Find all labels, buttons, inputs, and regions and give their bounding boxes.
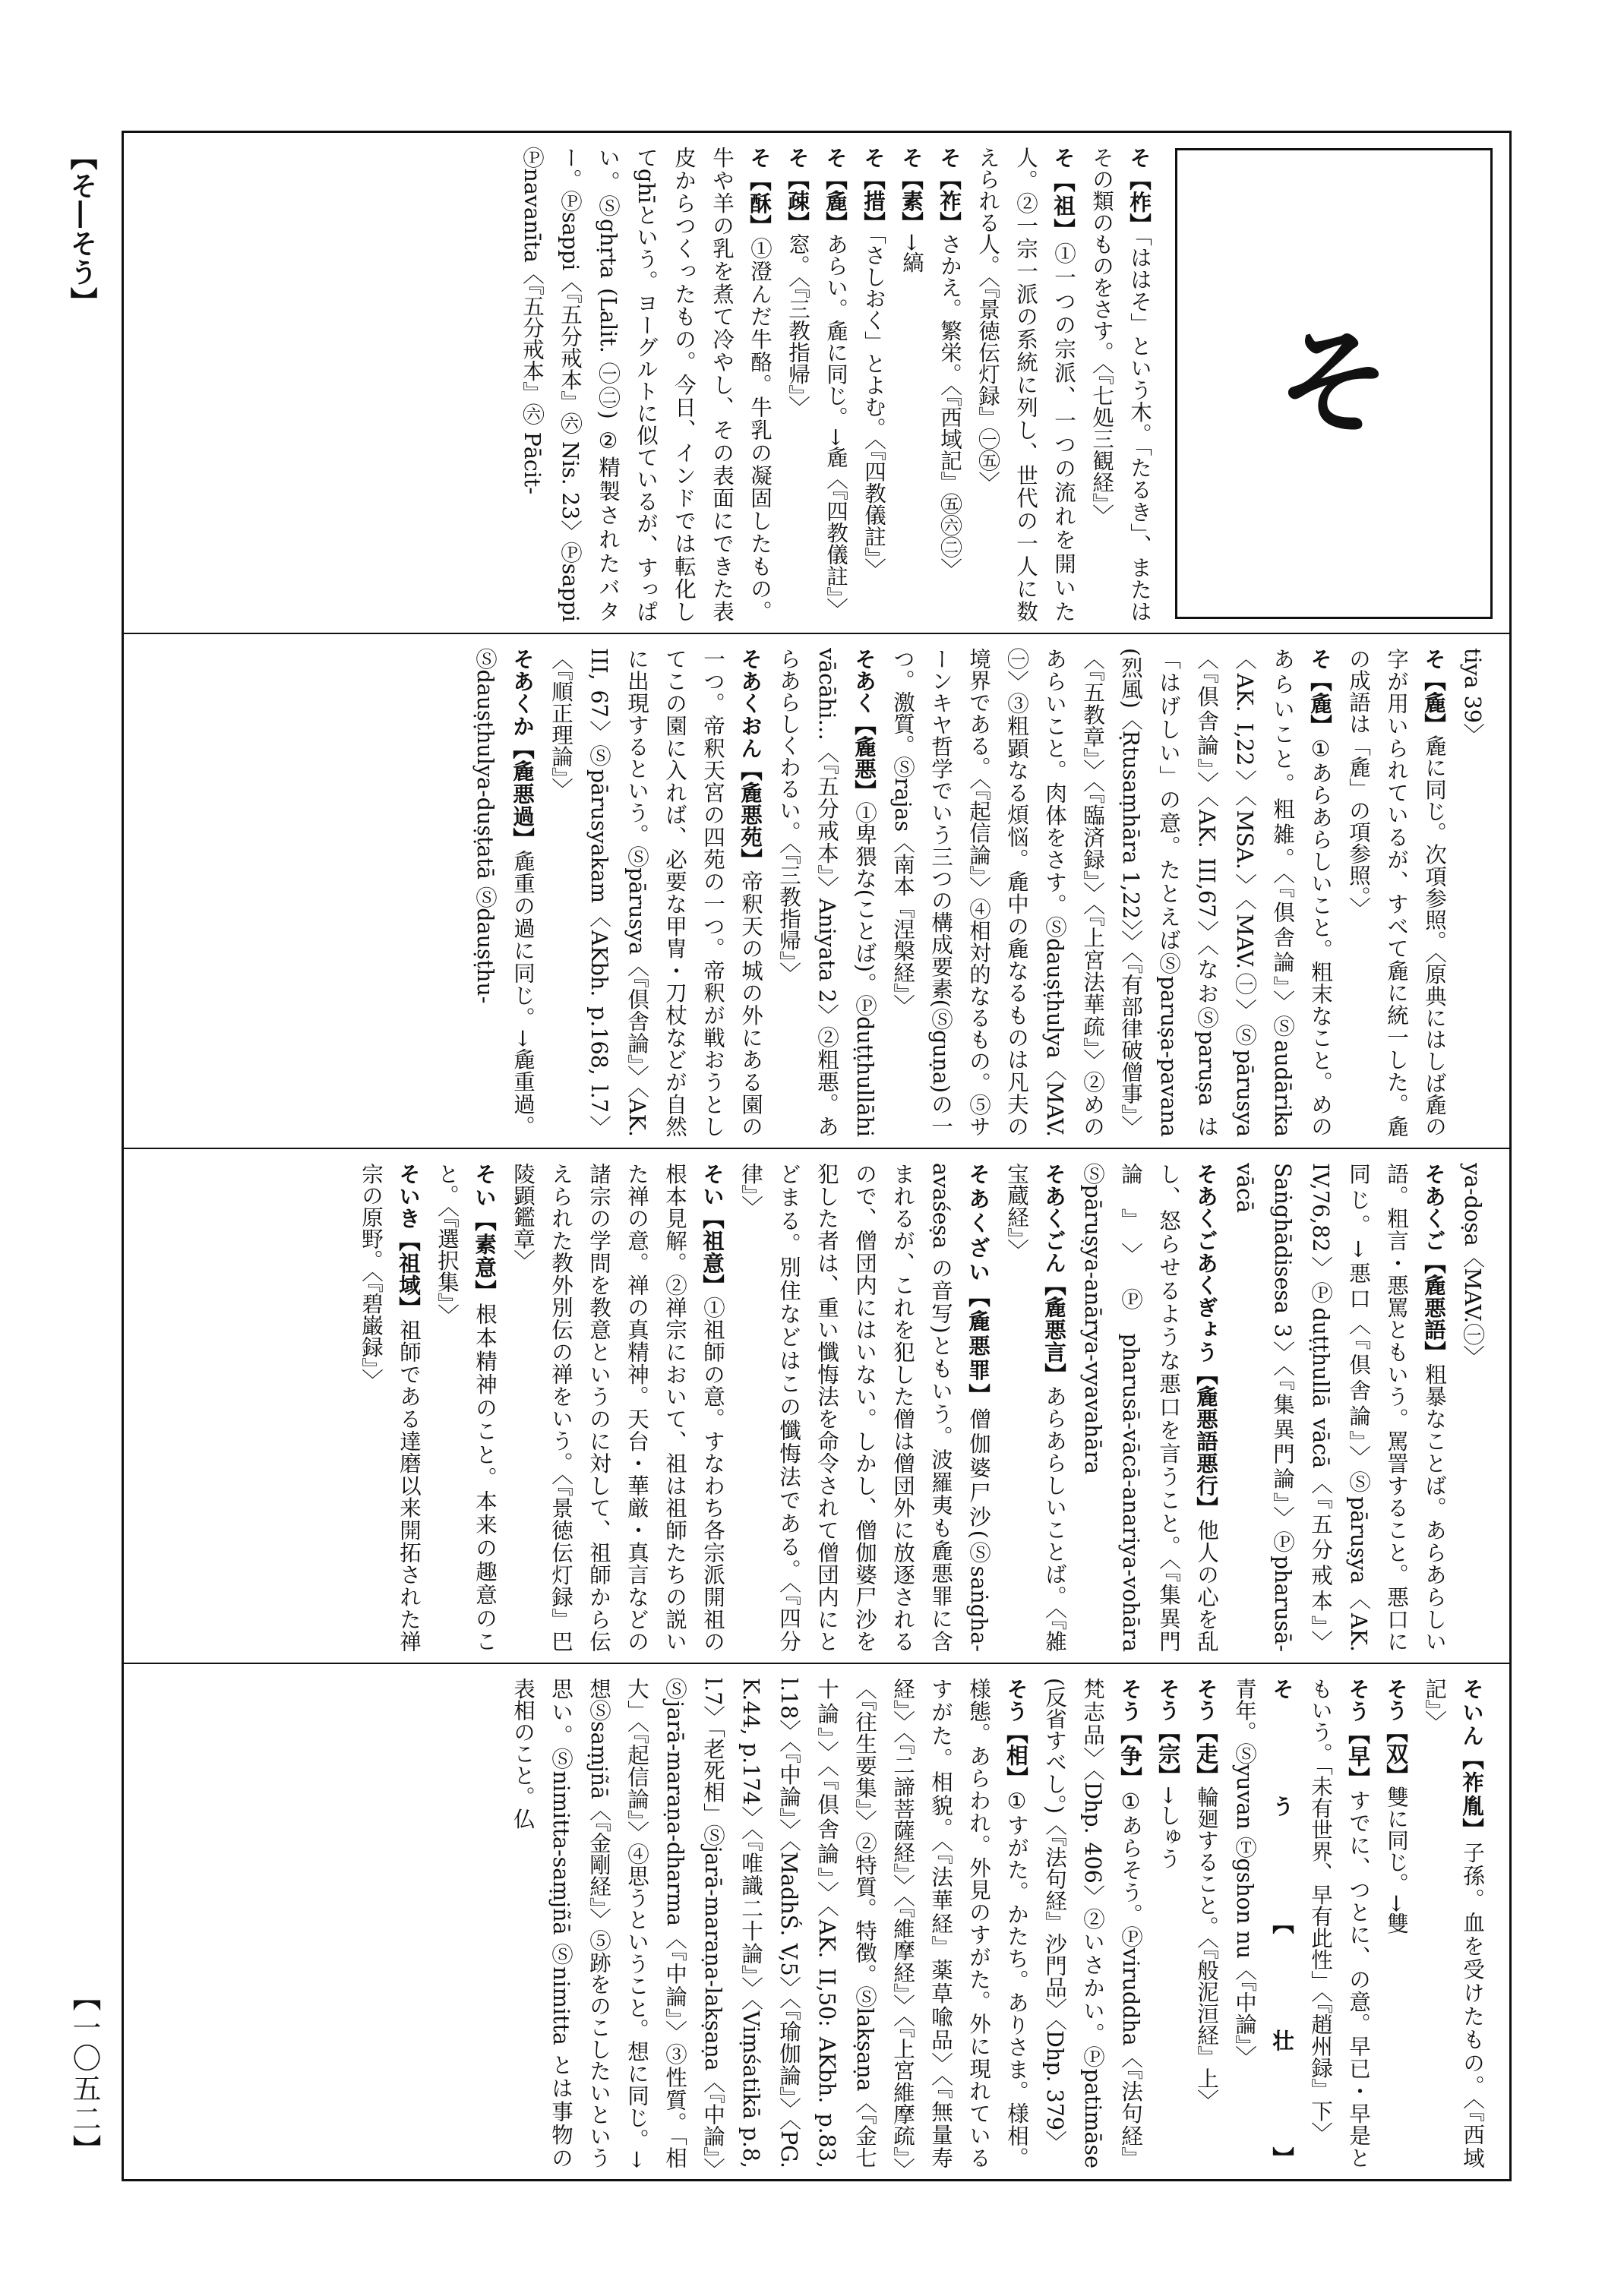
entry-headword: そ【麁】	[1307, 648, 1333, 737]
entry-definition: ①一つの宗派、一つの流れを開いた人。②一宗一派の系統に列し、世代の一人に数えられる人。〈『景徳伝灯録』㊀㊄〉	[975, 147, 1076, 622]
dictionary-entry	[997, 1163, 1073, 1652]
entry-definition: あらい。麁に同じ。→麁〈『四教儀註』〉	[823, 233, 848, 620]
dictionary-entry	[1225, 1163, 1453, 1652]
entry-definition: →縞	[899, 233, 924, 273]
tier-2-text	[144, 648, 1491, 1137]
entry-definition: 祖師である達磨以来開拓された禅宗の原野。〈『碧巌録』〉	[359, 1163, 422, 1652]
entry-headword: そ【麁】	[1421, 648, 1447, 735]
entry-headword: そう【双】	[1383, 1678, 1409, 1786]
entry-definition: →しゅう	[1156, 1786, 1181, 1869]
entry-headword: そ【麁】	[823, 147, 848, 233]
dictionary-entry	[779, 147, 817, 622]
dictionary-entry	[817, 147, 855, 622]
entry-headword: そあく【麁悪】	[851, 648, 877, 802]
tier-2	[124, 634, 1509, 1149]
entry-headword: そ【疎】	[785, 147, 810, 233]
entry-definition: 青年。Ⓢyuvan Ⓣgshon nu〈『中論』〉	[1232, 1678, 1257, 2067]
dictionary-entry	[769, 648, 883, 1137]
dictionary-entry	[1225, 1678, 1301, 2168]
dictionary-entry	[542, 648, 769, 1137]
running-header: 【そ―そう】	[66, 143, 98, 316]
entry-headword: そ【素】	[899, 147, 924, 233]
entry-definition: ya-doṣa〈MAV.㊀〉	[1460, 1163, 1485, 1367]
entry-headword: そ【祚】	[937, 147, 962, 233]
entry-definition: tiya 39〉	[1460, 648, 1485, 745]
entry-definition: 他人の心を乱し、怒らせるような悪口を言うこと。〈『集異門論』〉Ⓟpharusā-vācā-anariya-vohāra Ⓢpāruṣya-anārya-vyavahāra	[1080, 1163, 1219, 1652]
dictionary-entry	[731, 1163, 997, 1652]
entry-definition: 根本精神のこと。本来の趣意のこと。〈『選択集』〉	[434, 1163, 498, 1652]
entry-definition: ①すがた。かたち。ありさま。様相。様態。あらわれ。外見のすがた。外に現れているすがた。相貌。〈『法華経』薬草喩品〉〈『無量寿経』〉〈『二諦菩薩経』〉〈『維摩経』〉〈『上宮維摩疏』〉〈『往生要集』〉②特質。特徴。Ⓢlakṣaṇa〈『金七十論』〉〈『倶舎論』〉〈AK. II,50: AKbh. p.83, l.18〉〈『中論』〉〈MadhŚ. V,5〉〈『瑜伽論』〉〈PG. K.44, p.174〉〈『唯識二十論』〉〈Viṃśatikā p.8, l.7〉「老死相」Ⓢjarā-maraṇa-lakṣaṇa〈『中論』〉Ⓢjarā-maraṇa-dharma〈『中論』〉③性質。「相大」〈『起信論』〉④思うということ。想に同じ。→想Ⓢsaṃjñā〈『金剛経』〉⑤跡をのこしたいという思い。Ⓢnimitta-saṃjñā Ⓢnimitta とは事物の表相のこと。仏	[510, 1678, 1029, 2168]
entry-definition: ①澄んだ牛酪。牛乳の凝固したもの。牛や羊の乳を煮て冷やし、その表面にできた表皮からつくったもの。今日、インドでは転化してghīという。ヨーグルトに似ているが、すっぱい。Ⓢghṛta (Lalit. ㊀㊁) ②精製されたバター。Ⓟsappi〈『五分戒本』㊅ Nis. 23〉Ⓟsappi Ⓟnavanīta〈『五分戒本』㊅ Pācit-	[520, 147, 773, 622]
entry-headword: そう【走】	[1193, 1678, 1219, 1786]
dictionary-entry	[968, 147, 1082, 622]
entry-definition: 僧伽婆尸沙(Ⓢsaṅgha-avaśeṣa の音写)ともいう。波羅夷も麁悪罪に含まれるが、これを犯した僧は僧団外に放逐されるので、僧団内にはいない。しかし、僧伽婆尸沙を犯した者は、重い懺悔法を命令されて僧団内にとどまる。別住などはこの懺悔法である。〈『四分律』〉	[738, 1163, 991, 1652]
tier-3-text	[144, 1163, 1491, 1652]
dictionary-entry	[428, 1163, 504, 1652]
dictionary-entry	[1187, 1678, 1225, 2168]
dictionary-entry	[466, 648, 542, 1137]
entry-definition: 帝釈天の城の外にある園の一つ。帝釈天宮の四苑の一つ。帝釈が戦おうとしてこの園に入れば、必要な甲冑・刀杖などが自然に出現するという。Ⓢpārusya〈『倶舎論』〉〈AK. III, 67〉Ⓢpārusyakam〈AKbh. p.168, l.7〉〈『順正理論』〉	[548, 648, 763, 1137]
entry-headword: そあくごあくぎょう【麁悪語悪行】	[1193, 1163, 1219, 1519]
dictionary-entry	[1415, 1678, 1491, 2168]
dictionary-entry	[883, 648, 1339, 1137]
dictionary-entry	[513, 147, 779, 622]
entry-definition: ①あらあらしいこと。粗末なこと。めのあらいこと。粗雑。〈『倶舎論』〉Ⓢaudārika〈AK. I,22〉〈MSA.〉〈MAV.㊀〉Ⓢpārusya〈『倶舎論』〉〈AK. III,67〉〈なおⓈparuṣa は「はげしい」の意。たとえばⓈparuṣa-pavana (烈風)〈Ṛtusaṃhāra 1,22〉〉〈『有部律破僧事』〉〈『五教章』〉〈『臨済録』〉〈『上宮法華疏』〉②めのあらいこと。肉体をさす。Ⓢdauṣṭhulya〈MAV.㊀〉③粗顕なる煩悩。麁中の麁なるものは凡夫の境界である。〈『起信論』〉④相対的なるもの。⑤サーンキヤ哲学でいう三つの構成要素(Ⓢguṇa)の一つ。激質。Ⓢrajas〈南本『涅槃経』〉	[890, 648, 1333, 1137]
tier-4	[124, 1664, 1509, 2179]
entry-definition: あらあらしいことば。〈『雑宝蔵経』〉	[1004, 1163, 1067, 1652]
entry-headword: そあくご【麁悪語】	[1421, 1163, 1447, 1363]
dictionary-entry	[1035, 1678, 1149, 2168]
dictionary-entry	[1453, 648, 1491, 1137]
entry-definition: ①あらそう。Ⓟviruddha〈『法句経』梵志品〉〈Dhp. 406〉②いさかい。Ⓟpatimāse (反省すべし。)〈『法句経』沙門品〉〈Dhp. 379〉	[1042, 1678, 1143, 2168]
tier-1	[124, 133, 1509, 634]
entry-headword: そう【壮】	[1269, 1678, 1295, 2168]
page-number: 【一〇五二】	[68, 1982, 101, 2165]
entry-definition: 雙に同じ。→雙	[1384, 1786, 1409, 1934]
entry-definition: 子孫。血を受けたもの。〈『西域記』〉	[1422, 1678, 1485, 2168]
entry-definition: 粗暴なことば。あらあらしい語。粗言・悪罵ともいう。罵詈すること。悪口に同じ。→悪口〈『倶舎論』〉Ⓢpāruṣya〈AK. IV,76,82〉Ⓟduṭṭhullā vācā〈『五分戒本』〉Saṅghādisesa 3〉〈『集異門論』〉Ⓟpharusā-vācā	[1232, 1163, 1447, 1652]
entry-headword: そあくごん【麁悪言】	[1041, 1163, 1067, 1385]
entry-headword: そあくおん【麁悪苑】	[738, 648, 763, 871]
entry-headword: そいん【祚胤】	[1459, 1678, 1485, 1842]
entry-headword: そい【素意】	[472, 1163, 498, 1303]
dictionary-entry	[504, 1678, 1035, 2168]
entry-definition: ①祖師の意。すなわち各宗派開祖の根本見解。②禅宗において、祖は祖師たちの説いた禅の意。禅の真精神。天台・華厳・真言などの諸宗の学問を教意というのに対して、祖師から伝えられた教外別伝の禅をいう。〈『景徳伝灯録』巴陵顕鑑章〉	[510, 1163, 725, 1652]
dictionary-entry	[930, 147, 968, 622]
entry-headword: そう【宗】	[1155, 1678, 1181, 1786]
entry-headword: そ【柞】	[1126, 147, 1152, 235]
tier-4-text	[144, 1678, 1491, 2168]
entry-headword: そう【争】	[1117, 1678, 1143, 1789]
entry-headword: そ【措】	[861, 147, 886, 233]
entry-definition: 輪廻すること。〈『般泥洹経』上〉	[1194, 1786, 1219, 2111]
entry-headword: そ【祖】	[1051, 147, 1076, 242]
dictionary-entry	[855, 147, 893, 622]
dictionary-entry	[504, 1163, 731, 1652]
entry-headword: そ【酥】	[747, 147, 773, 238]
dictionary-entry	[1149, 1678, 1187, 2168]
entry-definition: 窓。〈『三教指帰』〉	[785, 233, 810, 418]
entry-headword: そあくざい【麁悪罪】	[965, 1163, 991, 1408]
dictionary-entry	[1377, 1678, 1415, 2168]
dictionary-entry	[1301, 1678, 1377, 2168]
section-kana-box	[1175, 148, 1493, 619]
dictionary-entry	[1453, 1163, 1491, 1652]
entry-headword: そう【早】	[1345, 1678, 1371, 1790]
dictionary-entry	[1082, 147, 1158, 622]
dictionary-entry	[352, 1163, 428, 1652]
entry-definition: 麁重の過に同じ。→麁重過。Ⓢdauṣṭhulya-duṣṭatā Ⓢdauṣṭhu-	[472, 648, 536, 1137]
dictionary-entry	[1073, 1163, 1225, 1652]
entry-headword: そう【相】	[1003, 1678, 1029, 1789]
dictionary-entry	[893, 147, 930, 622]
entry-definition: 「ははそ」という木。「たるき」、またはその類のものをさす。〈『七処三観経』〉	[1089, 147, 1152, 622]
entry-definition: すでに、つとに、の意。早已・早是ともいう。「未有世界、早有此性」〈『趙州録』下〉	[1308, 1678, 1371, 2168]
entry-definition: ①卑猥な(ことば)。Ⓟduṭṭhullāhi vācāhi…〈『五分戒本』〉Aniyata 2〉②粗悪。あらあらしくわるい。〈『三教指帰』〉	[776, 648, 877, 1137]
dictionary-page-frame	[122, 131, 1512, 2181]
entry-definition: さかえ。繁栄。〈『西域記』㊄㊅㊁〉	[937, 233, 962, 580]
dictionary-entry	[1339, 648, 1453, 1137]
entry-headword: そい【祖意】	[700, 1163, 725, 1296]
entry-headword: そあくか【麁悪過】	[510, 648, 536, 850]
tier-3	[124, 1149, 1509, 1664]
tier-1-text	[144, 147, 1158, 622]
entry-headword: そいき【祖域】	[396, 1163, 422, 1319]
section-kana: そ	[1276, 317, 1391, 450]
entry-definition: 「さしおく」とよむ。〈『四教儀註』〉	[861, 233, 886, 580]
entry-definition: 麁に同じ。次項参照。〈原典にはしば麁の字が用いられているが、すべて麁に統一した。麁の成語は「麁」の項参照。〉	[1346, 648, 1447, 1137]
